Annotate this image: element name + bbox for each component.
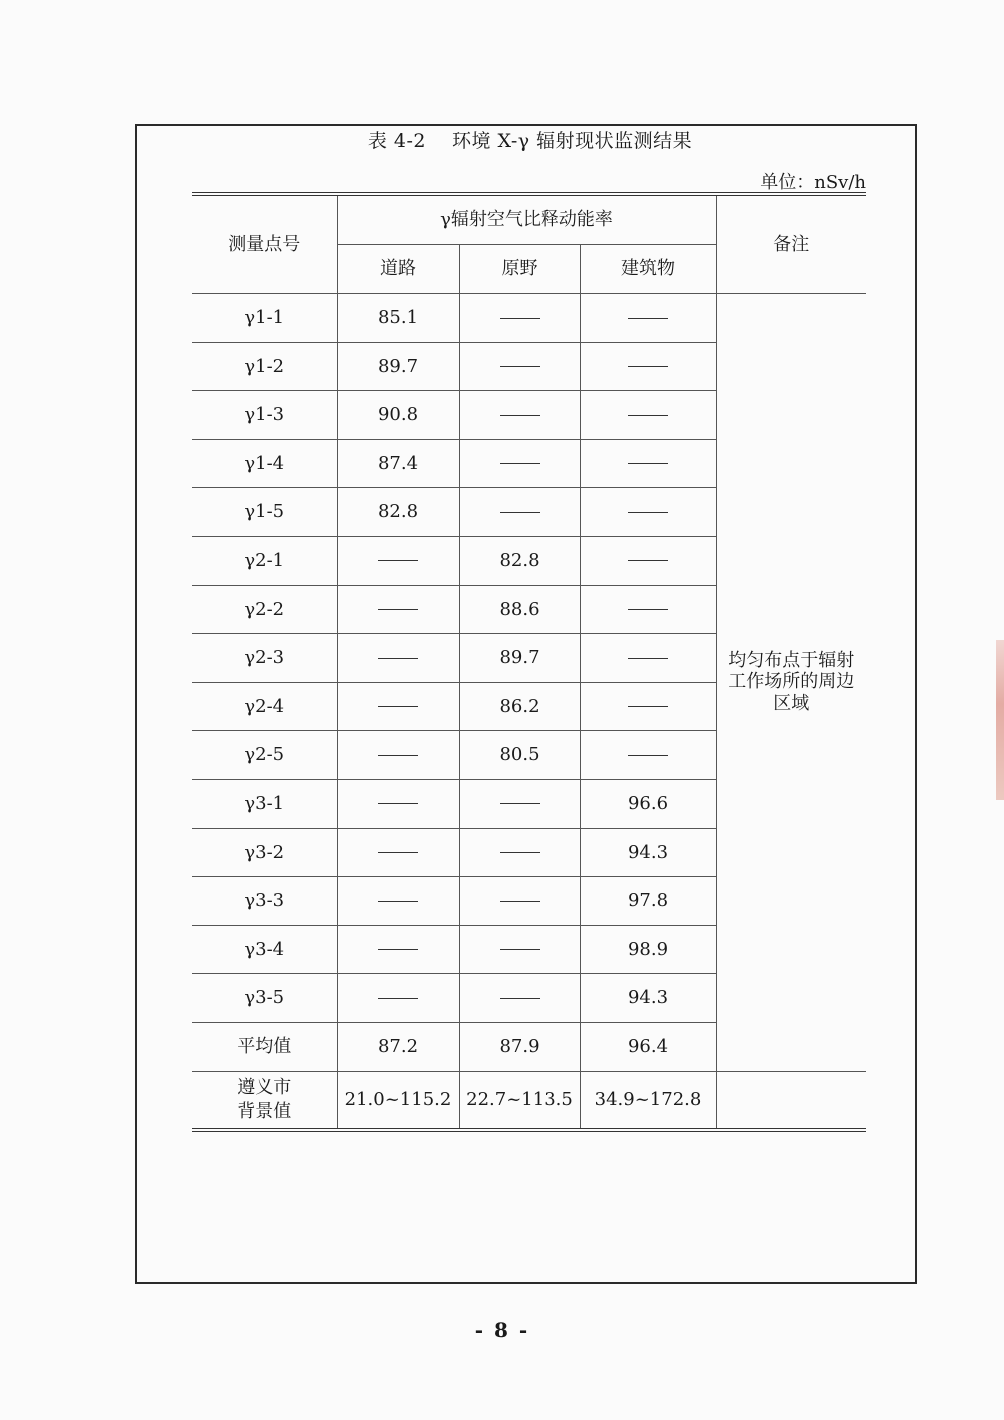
stamp-edge-mark bbox=[996, 640, 1004, 800]
building-value-cell bbox=[580, 536, 716, 585]
field-value-cell bbox=[459, 294, 580, 343]
point-id-cell: γ1-3 bbox=[192, 391, 337, 440]
building-value-cell: 94.3 bbox=[580, 828, 716, 877]
header-building: 建筑物 bbox=[580, 245, 716, 294]
field-value-cell: 89.7 bbox=[459, 634, 580, 683]
road-value-cell bbox=[337, 731, 459, 780]
table-title: 环境 X-γ 辐射现状监测结果 bbox=[451, 130, 693, 152]
empty-dash bbox=[500, 415, 540, 416]
empty-dash bbox=[500, 998, 540, 999]
road-value-cell bbox=[337, 585, 459, 634]
point-id-cell: γ2-5 bbox=[192, 731, 337, 780]
empty-dash bbox=[628, 706, 668, 707]
field-value-cell: 88.6 bbox=[459, 585, 580, 634]
table-caption bbox=[0, 126, 1004, 153]
road-value-cell bbox=[337, 877, 459, 926]
header-field: 原野 bbox=[459, 245, 580, 294]
empty-dash bbox=[378, 852, 418, 853]
point-id-cell: γ1-1 bbox=[192, 294, 337, 343]
building-value-cell bbox=[580, 585, 716, 634]
header-row-1 bbox=[192, 194, 866, 245]
field-value-cell bbox=[459, 439, 580, 488]
building-value-cell bbox=[580, 488, 716, 537]
empty-dash bbox=[378, 755, 418, 756]
empty-dash bbox=[378, 706, 418, 707]
building-value-cell bbox=[580, 731, 716, 780]
point-id-cell: γ3-4 bbox=[192, 925, 337, 974]
building-value-cell bbox=[580, 634, 716, 683]
field-value-cell bbox=[459, 877, 580, 926]
empty-dash bbox=[378, 609, 418, 610]
field-value-cell bbox=[459, 974, 580, 1023]
table-number: 表 4-2 bbox=[367, 130, 426, 152]
field-value-cell: 87.9 bbox=[459, 1022, 580, 1071]
point-id-cell: γ2-4 bbox=[192, 682, 337, 731]
point-id-cell: γ1-5 bbox=[192, 488, 337, 537]
road-value-cell: 87.4 bbox=[337, 439, 459, 488]
header-point: 测量点号 bbox=[192, 194, 337, 294]
road-value-cell bbox=[337, 682, 459, 731]
empty-dash bbox=[628, 366, 668, 367]
field-value-cell bbox=[459, 342, 580, 391]
point-id-cell: γ2-2 bbox=[192, 585, 337, 634]
empty-dash bbox=[628, 512, 668, 513]
header-road: 道路 bbox=[337, 245, 459, 294]
building-value-cell: 97.8 bbox=[580, 877, 716, 926]
page-number: - 8 - bbox=[474, 1318, 530, 1342]
empty-dash bbox=[378, 949, 418, 950]
building-value-cell: 96.6 bbox=[580, 779, 716, 828]
empty-dash bbox=[628, 463, 668, 464]
empty-dash bbox=[378, 803, 418, 804]
building-value-cell bbox=[580, 342, 716, 391]
road-value-cell: 89.7 bbox=[337, 342, 459, 391]
empty-dash bbox=[378, 998, 418, 999]
road-value-cell bbox=[337, 925, 459, 974]
road-value-cell: 87.2 bbox=[337, 1022, 459, 1071]
empty-dash bbox=[628, 318, 668, 319]
building-value-cell: 94.3 bbox=[580, 974, 716, 1023]
building-value-cell bbox=[580, 439, 716, 488]
point-id-cell: γ2-3 bbox=[192, 634, 337, 683]
road-value-cell: 90.8 bbox=[337, 391, 459, 440]
empty-dash bbox=[500, 852, 540, 853]
point-id-cell: γ3-2 bbox=[192, 828, 337, 877]
field-value-cell: 86.2 bbox=[459, 682, 580, 731]
empty-dash bbox=[500, 949, 540, 950]
background-label-cell: 遵义市背景值 bbox=[192, 1071, 337, 1130]
empty-dash bbox=[378, 901, 418, 902]
table-row bbox=[192, 294, 866, 343]
empty-dash bbox=[500, 318, 540, 319]
field-value-cell bbox=[459, 779, 580, 828]
road-value-cell: 85.1 bbox=[337, 294, 459, 343]
road-value-cell bbox=[337, 634, 459, 683]
field-value-cell bbox=[459, 828, 580, 877]
road-value-cell: 82.8 bbox=[337, 488, 459, 537]
road-background-cell: 21.0~115.2 bbox=[337, 1071, 459, 1130]
road-value-cell bbox=[337, 828, 459, 877]
point-id-cell: γ3-5 bbox=[192, 974, 337, 1023]
field-value-cell bbox=[459, 488, 580, 537]
road-value-cell bbox=[337, 779, 459, 828]
field-value-cell: 82.8 bbox=[459, 536, 580, 585]
field-background-cell: 22.7~113.5 bbox=[459, 1071, 580, 1130]
empty-dash bbox=[628, 415, 668, 416]
monitoring-table bbox=[192, 192, 866, 1132]
empty-dash bbox=[500, 366, 540, 367]
field-value-cell bbox=[459, 391, 580, 440]
building-value-cell: 96.4 bbox=[580, 1022, 716, 1071]
building-value-cell bbox=[580, 294, 716, 343]
background-remark-cell bbox=[716, 1071, 866, 1130]
empty-dash bbox=[500, 803, 540, 804]
building-value-cell bbox=[580, 391, 716, 440]
empty-dash bbox=[628, 560, 668, 561]
empty-dash bbox=[500, 901, 540, 902]
field-value-cell bbox=[459, 925, 580, 974]
empty-dash bbox=[628, 755, 668, 756]
empty-dash bbox=[628, 609, 668, 610]
building-value-cell bbox=[580, 682, 716, 731]
point-id-cell: γ2-1 bbox=[192, 536, 337, 585]
point-id-cell: γ1-4 bbox=[192, 439, 337, 488]
point-id-cell: 平均值 bbox=[192, 1022, 337, 1071]
empty-dash bbox=[500, 512, 540, 513]
header-remark: 备注 bbox=[716, 194, 866, 294]
empty-dash bbox=[378, 658, 418, 659]
point-id-cell: γ3-1 bbox=[192, 779, 337, 828]
building-background-cell: 34.9~172.8 bbox=[580, 1071, 716, 1130]
background-row bbox=[192, 1071, 866, 1130]
unit-label: 单位：nSv/h bbox=[760, 172, 866, 193]
field-value-cell: 80.5 bbox=[459, 731, 580, 780]
point-id-cell: γ1-2 bbox=[192, 342, 337, 391]
remark-cell: 均匀布点于辐射工作场所的周边区域 bbox=[716, 294, 866, 1072]
empty-dash bbox=[378, 560, 418, 561]
road-value-cell bbox=[337, 974, 459, 1023]
header-group: γ辐射空气比释动能率 bbox=[337, 194, 716, 245]
building-value-cell: 98.9 bbox=[580, 925, 716, 974]
empty-dash bbox=[500, 463, 540, 464]
point-id-cell: γ3-3 bbox=[192, 877, 337, 926]
empty-dash bbox=[628, 658, 668, 659]
road-value-cell bbox=[337, 536, 459, 585]
